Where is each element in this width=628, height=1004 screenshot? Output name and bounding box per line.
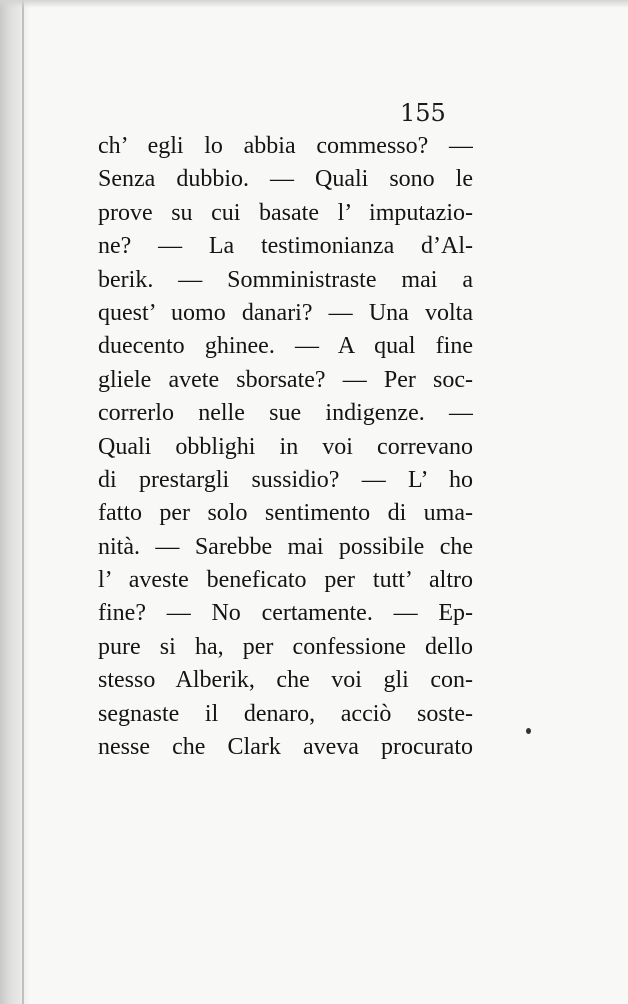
- text-line: segnaste il denaro, acciò soste-: [98, 700, 473, 727]
- text-line: quest’ uomo danari? — Una volta: [98, 299, 473, 326]
- text-line: pure si ha, per confessione dello: [98, 633, 473, 660]
- text-line: stesso Alberik, che voi gli con-: [98, 667, 473, 694]
- binding-edge-line: [22, 0, 24, 1004]
- page-number: 155: [400, 99, 446, 127]
- text-line: Quali obblighi in voi correvano: [98, 433, 473, 460]
- text-line: nesse che Clark aveva procurato: [98, 734, 473, 761]
- text-line: prove su cui basate l’ imputazio-: [98, 199, 473, 226]
- top-edge-shadow: [0, 0, 628, 8]
- text-line: ne? — La testimonianza d’Al-: [98, 233, 473, 260]
- text-line: correrlo nelle sue indigenze. —: [98, 400, 473, 427]
- text-line: nità. — Sarebbe mai possibile che: [98, 533, 473, 560]
- page-gutter-shadow: [0, 0, 30, 1004]
- text-line: duecento ghinee. — A qual fine: [98, 333, 473, 360]
- text-line: gliele avete sborsate? — Per soc-: [98, 366, 473, 393]
- text-line: ch’ egli lo abbia commesso? —: [98, 133, 473, 159]
- text-line: fine? — No certamente. — Ep-: [98, 600, 473, 627]
- text-line: berik. — Somministraste mai a: [98, 266, 473, 293]
- text-line: l’ aveste beneficato per tutt’ altro: [98, 567, 473, 594]
- text-line: Senza dubbio. — Quali sono le: [98, 166, 473, 193]
- ink-speck: [526, 728, 531, 734]
- body-text: [98, 130, 473, 764]
- text-line: di prestargli sussidio? — L’ ho: [98, 466, 473, 493]
- text-line: fatto per solo sentimento di uma-: [98, 500, 473, 527]
